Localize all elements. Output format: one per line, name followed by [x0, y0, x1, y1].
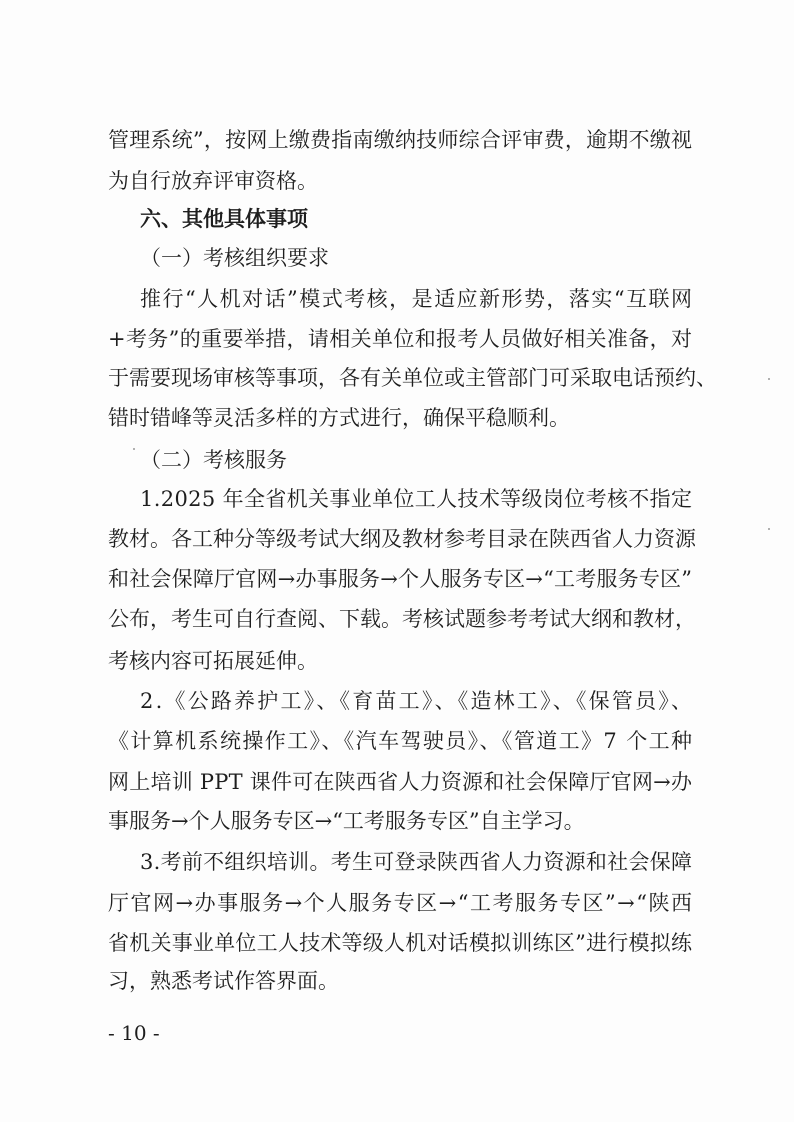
- text-line: 于需要现场审核等事项，各有关单位或主管部门可采取电话预约、: [108, 366, 717, 390]
- text-line: （一）考核组织要求: [140, 246, 329, 270]
- text-line: 教材。各工种分等级考试大纲及教材参考目录在陕西省人力资源: [108, 527, 696, 551]
- text-line: 《计算机系统操作工》、《汽车驾驶员》、《管道工》7 个工种: [108, 729, 694, 753]
- text-line: 和社会保障厅官网→办事服务→个人服务专区→“工考服务专区”: [108, 567, 693, 591]
- scan-speck: [133, 448, 135, 450]
- scan-speck: [768, 528, 770, 530]
- page-number: - 10 -: [108, 1021, 160, 1045]
- text-line: 为自行放弃评审资格。: [108, 169, 318, 193]
- text-line: 管理系统”，按网上缴费指南缴纳技师综合评审费，逾期不缴视: [108, 128, 693, 152]
- text-line: 推行“人机对话”模式考核，是适应新形势，落实“互联网: [140, 287, 694, 311]
- text-line: 3.考前不组织培训。考生可登录陕西省人力资源和社会保障: [140, 850, 693, 874]
- text-line: 事服务→个人服务专区→“工考服务专区”自主学习。: [108, 809, 585, 833]
- text-line: 考核内容可拓展延伸。: [108, 649, 318, 673]
- text-line: +考务”的重要举措，请相关单位和报考人员做好相关准备，对: [108, 327, 693, 351]
- text-line: 1.2025 年全省机关事业单位工人技术等级岗位考核不指定: [140, 487, 693, 511]
- section-heading: 六、其他具体事项: [140, 206, 308, 231]
- text-line: 厅官网→办事服务→个人服务专区→“工考服务专区”→“陕西: [108, 891, 694, 915]
- text-line: 省机关事业单位工人技术等级人机对话模拟训练区”进行模拟练: [108, 931, 693, 955]
- text-line: 网上培训 PPT 课件可在陕西省人力资源和社会保障厅官网→办: [108, 770, 693, 794]
- text-line: 公布，考生可自行查阅、下载。考核试题参考考试大纲和教材，: [108, 607, 696, 631]
- text-line: 错时错峰等灵活多样的方式进行，确保平稳顺利。: [108, 406, 570, 430]
- text-line: 2.《公路养护工》、《育苗工》、《造林工》、《保管员》、: [140, 689, 695, 713]
- text-line: 习，熟悉考试作答界面。: [108, 969, 339, 993]
- text-line: （二）考核服务: [140, 448, 287, 472]
- scan-speck: [768, 378, 770, 380]
